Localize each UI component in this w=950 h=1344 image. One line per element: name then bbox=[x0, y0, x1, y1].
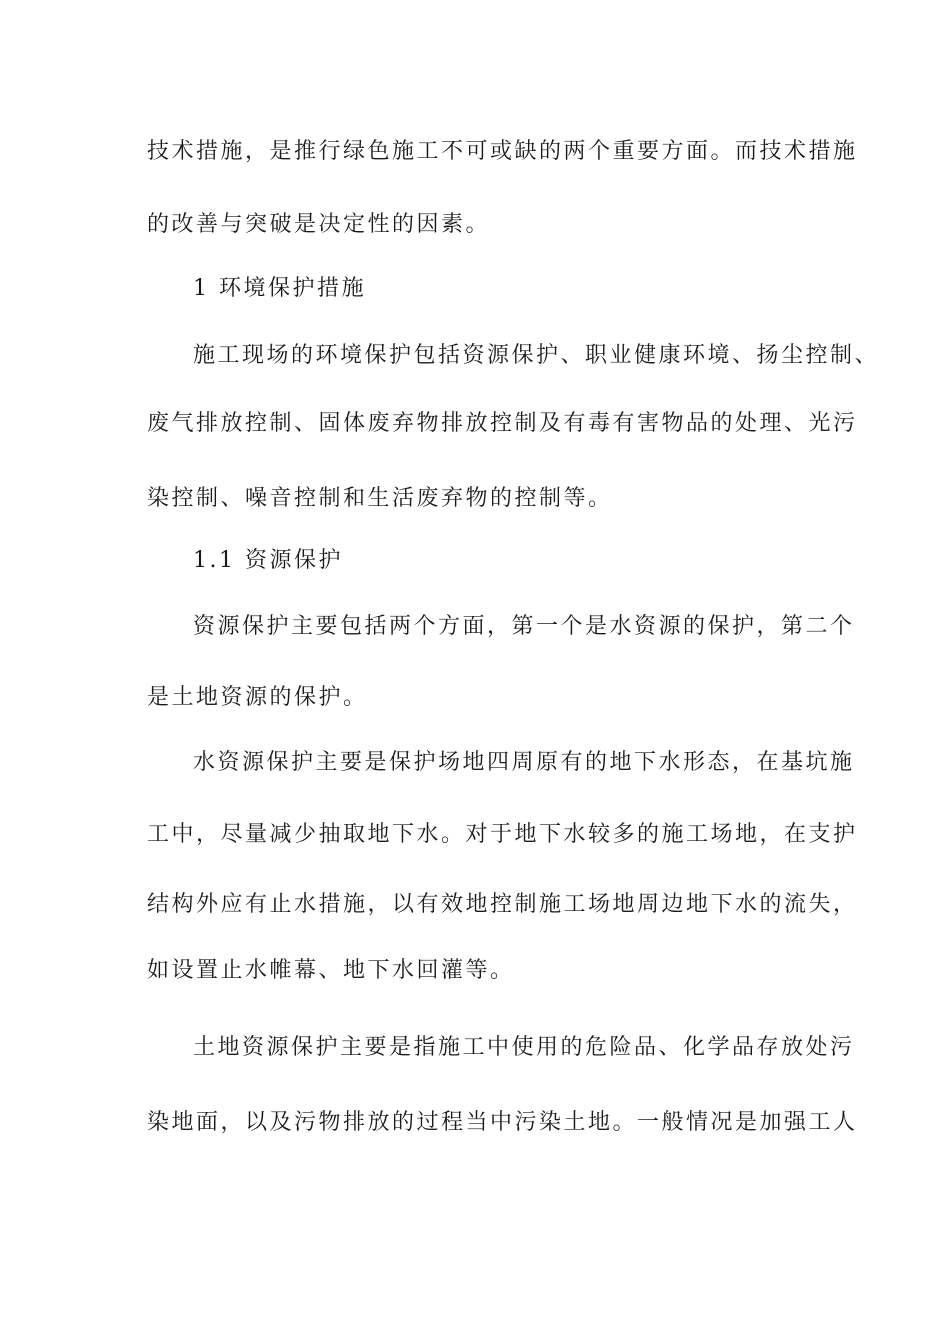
subsection-heading: 1.1 资源保护 bbox=[193, 548, 343, 573]
section-heading: 1 环境保护措施 bbox=[193, 276, 366, 301]
body-line: 如设置止水帷幕、地下水回灌等。 bbox=[147, 958, 515, 983]
paragraph-first-line: 土地资源保护主要是指施工中使用的危险品、化学品存放处污 bbox=[193, 1035, 855, 1060]
paragraph-first-line: 施工现场的环境保护包括资源保护、职业健康环境、扬尘控制、 bbox=[193, 343, 880, 368]
body-line: 的改善与突破是决定性的因素。 bbox=[147, 212, 491, 237]
body-line: 染控制、噪音控制和生活废弃物的控制等。 bbox=[147, 486, 613, 511]
body-line: 结构外应有止水措施，以有效地控制施工场地周边地下水的流失， bbox=[147, 892, 858, 917]
body-line: 是土地资源的保护。 bbox=[147, 685, 368, 710]
body-line: 废气排放控制、固体废弃物排放控制及有毒有害物品的处理、光污 bbox=[147, 411, 858, 436]
body-line: 染地面，以及污物排放的过程当中污染土地。一般情况是加强工人 bbox=[147, 1110, 858, 1135]
paragraph-first-line: 水资源保护主要是保护场地四周原有的地下水形态，在基坑施 bbox=[193, 750, 855, 775]
paragraph-first-line: 资源保护主要包括两个方面，第一个是水资源的保护，第二个 bbox=[193, 614, 855, 639]
body-line: 工中，尽量减少抽取地下水。对于地下水较多的施工场地，在支护 bbox=[147, 822, 858, 847]
body-line: 技术措施，是推行绿色施工不可或缺的两个重要方面。而技术措施 bbox=[147, 139, 858, 164]
